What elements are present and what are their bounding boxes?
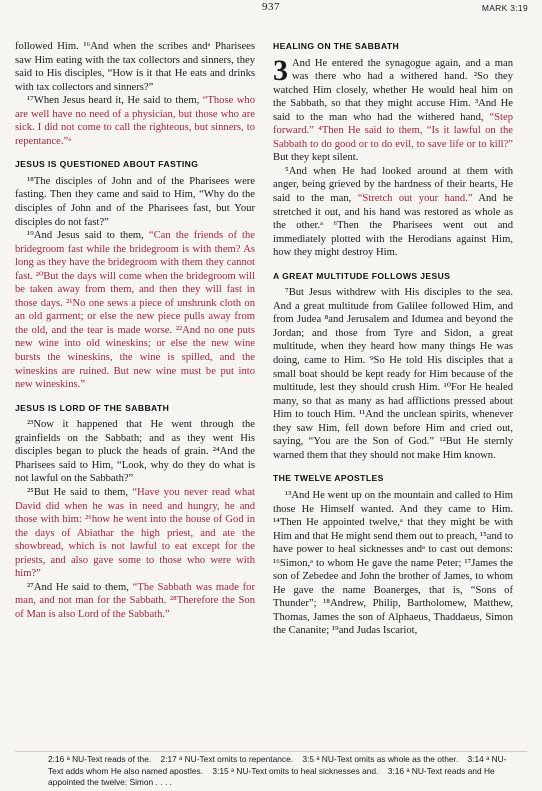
chapter-number: 3	[273, 53, 288, 87]
narration: And He entered the synagogue again, and a man was there who had a withered hand. ²So they watched Him closely, whether He would heal him on the Sabbath, so that they might accuse Him. ³And He said to the man who had the withered hand,	[273, 57, 513, 123]
section-heading: HEALING ON THE SABBATH	[273, 41, 400, 51]
right-column	[273, 40, 513, 638]
words-of-jesus: “Stretch out your hand.”	[357, 193, 473, 205]
footnote-divider	[15, 751, 527, 752]
left-column	[15, 40, 255, 621]
narration: ⁵And when He had looked around at them with anger, being grieved by the hardness of their hearts, He said to the man,	[273, 165, 513, 205]
section-heading: JESUS IS LORD OF THE SABBATH	[15, 402, 170, 413]
paragraph	[15, 581, 255, 622]
paragraph: ¹⁸The disciples of John and of the Pharisees were fasting. Then they came and said to Him, “Why do the disciples of John and of the Pharisees fast, but Your disciples do not fast?”	[15, 175, 255, 228]
narration: ²⁵But He said to them,	[27, 486, 129, 498]
paragraph	[273, 165, 513, 260]
narration: But they kept silent.	[273, 152, 359, 164]
words-of-jesus: “Have you never read what David did when he was in need and hungry, he and those with him: ²⁶how he went into the house of God in the days of Abiathar the high priest, and ate the showbread, which is not lawful to eat except for the priests, and also gave some to those who were with him?”	[15, 486, 255, 580]
page-number: 937	[262, 1, 280, 13]
narration: ¹⁷When Jesus heard it, He said to them,	[27, 95, 200, 107]
paragraph: followed Him. ¹⁶And when the scribes andᵃ Pharisees saw Him eating with the tax collectors and sinners, they said to His disciples, “How is it that He eats and drinks with tax collectors and sinners?”	[15, 41, 255, 93]
footnote: 3:15 ᵃ NU-Text omits to heal sicknesses and.	[212, 765, 379, 776]
paragraph	[273, 53, 513, 165]
words-of-jesus: “Can the friends of the bridegroom fast while the bridegroom is with them? As long as they have the bridegroom with them they cannot fast. ²⁰But the days will come when the bridegroom will be taken away from them, and then they will fast in those days. ²¹No one sews a piece of unshrunk cloth on an old garment; or else the new piece pulls away from the old, and the tear is made worse. ²²And no one puts new wine into old wineskins; or else the new wine bursts the wineskins, the wine is spilled, and the wineskins are ruined. But new wine must be put into new wineskins.”	[15, 230, 255, 391]
words-of-jesus: “The Sabbath was made for man, and not man for the Sabbath. ²⁸Therefore the Son of Man is also Lord of the Sabbath.”	[15, 581, 255, 620]
running-head: MARK 3:19	[481, 3, 528, 13]
footnotes	[48, 754, 518, 789]
section-heading: JESUS IS QUESTIONED ABOUT FASTING	[15, 159, 199, 170]
paragraph: ¹³And He went up on the mountain and called to Him those He Himself wanted. And they came to Him. ¹⁴Then He appointed twelve,ᵃ that they might be with Him and that He might send them out to preach, ¹⁵and to have power to heal sicknesses andᵃ to cast out demons: ¹⁶Simon,ᵃ to whom He gave the name Peter; ¹⁷James the son of Zebedee and John the brother of James, to whom He gave the name Boanerges, that is, “Sons of Thunder”; ¹⁸Andrew, Philip, Bartholomew, Matthew, Thomas, James the son of Alphaeus, Thaddaeus, Simon the Cananite; ¹⁹and Judas Iscariot,	[273, 489, 513, 637]
paragraph: ²³Now it happened that He went through the grainfields on the Sabbath; and as they went His disciples began to pluck the heads of grain. ²⁴And the Pharisees said to Him, “Look, why do they do what is not lawful on the Sabbath?”	[15, 419, 255, 485]
paragraph	[15, 486, 255, 581]
paragraph	[15, 94, 255, 148]
narration: ²⁷And He said to them,	[27, 581, 129, 593]
words-of-jesus: “Step forward.” ⁴Then He said to them, “Is it lawful on the Sabbath to do good or to do evil, to save life or to kill?”	[273, 111, 513, 150]
paragraph	[15, 229, 255, 392]
narration: ¹⁹And Jesus said to them,	[27, 230, 144, 242]
section-heading: THE TWELVE APOSTLES	[273, 473, 384, 484]
footnote: 3:16 ᵃ NU-Text reads and He appointed the twelve: Simon . . . .	[48, 765, 495, 787]
section-heading: A GREAT MULTITUDE FOLLOWS JESUS	[273, 270, 451, 281]
words-of-jesus: “Those who are well have no need of a physician, but those who are sick. I did not come to call the righteous, but sinners, to repentance.”ᵃ	[15, 95, 255, 147]
footnote: 3:14 ᵃ NU-Text adds whom He also named apostles.	[48, 754, 507, 776]
footnote: 3:5 ᵃ NU-Text omits as whole as the other.	[302, 754, 459, 764]
footnote: 2:16 ᵃ NU-Text reads of the.	[48, 754, 152, 764]
narration: And he stretched it out, and his hand was restored as whole as the other.ᵃ ⁶Then the Pharisees went out and immediately plotted with the Herodians against Him, how they might destroy Him.	[273, 193, 513, 259]
paragraph: ⁷But Jesus withdrew with His disciples to the sea. And a great multitude from Galilee followed Him, and from Judea ⁸and Jerusalem and Idumea and beyond the Jordan; and those from Tyre and Sidon, a great multitude, when they heard how many things He was doing, came to Him. ⁹So He told His disciples that a small boat should be kept ready for Him because of the multitude, lest they should crush Him. ¹⁰For He healed many, so that as many as had afflictions pressed about Him to touch Him. ¹¹And the unclean spirits, whenever they saw Him, fell down before Him and cried out, saying, “You are the Son of God.” ¹²But He sternly warned them that they should not make Him known.	[273, 287, 513, 461]
footnote: 2:17 ᵃ NU-Text omits to repentance.	[160, 754, 294, 764]
